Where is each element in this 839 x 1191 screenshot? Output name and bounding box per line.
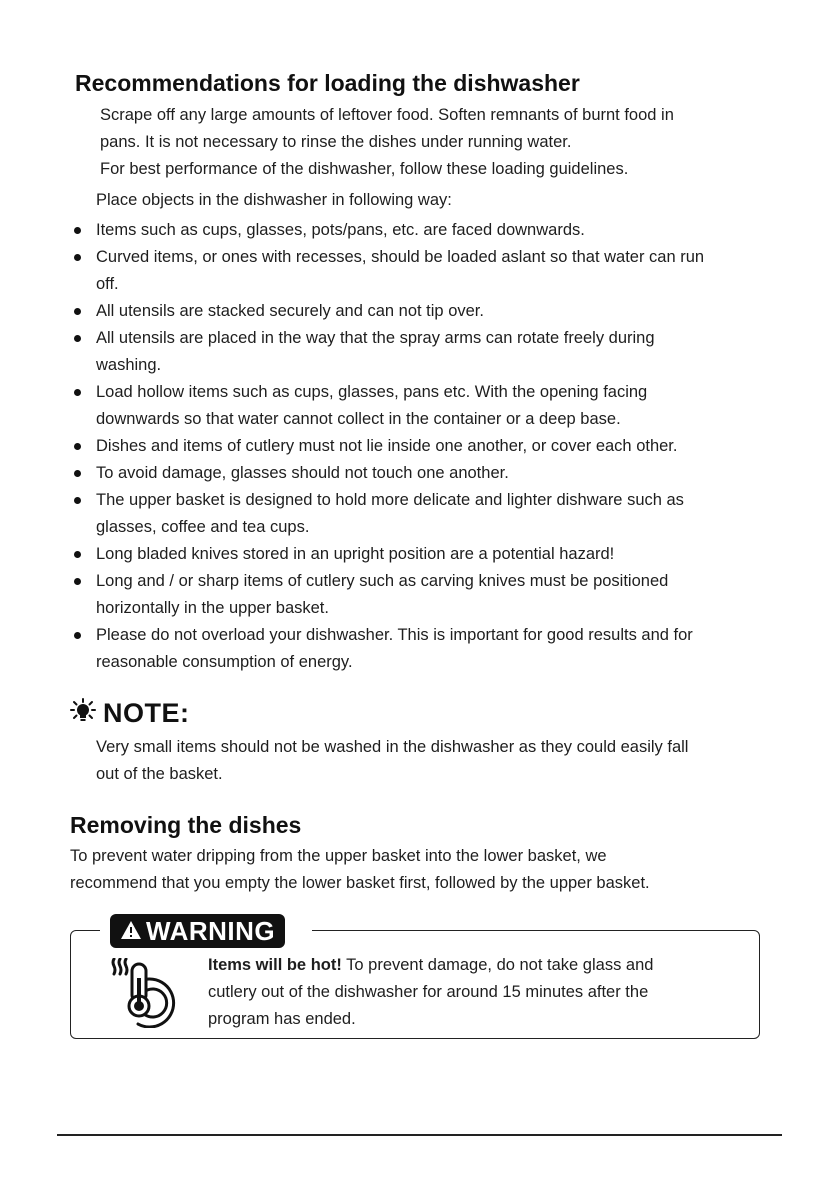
bullet-icon: [74, 578, 81, 585]
intro-line: pans. It is not necessary to rinse the dishes under running water.: [100, 133, 572, 151]
list-item: Dishes and items of cutlery must not lie inside one another, or cover each other.: [70, 433, 770, 460]
intro-paragraph: [100, 102, 674, 183]
list-item: Long bladed knives stored in an upright position are a potential hazard!: [70, 541, 770, 568]
bullet-icon: [74, 335, 81, 342]
bullet-icon: [74, 389, 81, 396]
bullet-icon: [74, 551, 81, 558]
bullet-icon: [74, 254, 81, 261]
warning-label-text: WARNING: [146, 916, 276, 946]
section-title-loading: Recommendations for loading the dishwasher: [75, 70, 580, 96]
list-item: All utensils are placed in the way that the spray arms can rotate freely during washing.: [70, 325, 770, 379]
warning-text: [208, 952, 748, 1033]
note-title: NOTE:: [103, 698, 190, 728]
list-item: The upper basket is designed to hold more delicate and lighter dishware such as glasses, coffee and tea cups.: [70, 487, 770, 541]
list-item: Long and / or sharp items of cutlery such as carving knives must be positioned horizontally in the upper basket.: [70, 568, 770, 622]
removing-line: recommend that you empty the lower basket first, followed by the upper basket.: [70, 874, 650, 892]
intro-place-line: Place objects in the dishwasher in following way:: [96, 191, 452, 209]
bullet-icon: [74, 443, 81, 450]
bullet-icon: [74, 308, 81, 315]
list-item: To avoid damage, glasses should not touch one another.: [70, 460, 770, 487]
warning-line-1-rest: To prevent damage, do not take glass and: [341, 956, 654, 974]
section-title-removing: Removing the dishes: [70, 812, 302, 838]
list-item: Curved items, or ones with recesses, should be loaded aslant so that water can run off.: [70, 244, 770, 298]
list-item: Items such as cups, glasses, pots/pans, etc. are faced downwards.: [70, 217, 770, 244]
removing-paragraph: [70, 843, 650, 897]
bullet-icon: [74, 497, 81, 504]
footer-divider: [57, 1134, 782, 1136]
loading-guidelines-list: [70, 217, 770, 676]
note-paragraph: [96, 734, 688, 788]
lightbulb-icon: [70, 698, 96, 724]
intro-line: Scrape off any large amounts of leftover food. Soften remnants of burnt food in: [100, 106, 674, 124]
bullet-icon: [74, 227, 81, 234]
warning-triangle-icon: [120, 914, 142, 948]
hot-dishes-icon: [108, 958, 192, 1028]
list-item: Please do not overload your dishwasher. This is important for good results and for reasonable consumption of energy.: [70, 622, 770, 676]
intro-line: For best performance of the dishwasher, follow these loading guidelines.: [100, 160, 629, 178]
warning-bold-text: Items will be hot!: [208, 956, 342, 974]
bullet-icon: [74, 632, 81, 639]
note-line: out of the basket.: [96, 765, 223, 783]
warning-line-1: [208, 952, 748, 979]
bullet-icon: [74, 470, 81, 477]
list-item: All utensils are stacked securely and can not tip over.: [70, 298, 770, 325]
removing-line: To prevent water dripping from the upper basket into the lower basket, we: [70, 847, 607, 865]
warning-line-2: cutlery out of the dishwasher for around 15 minutes after the: [208, 983, 649, 1001]
warning-label: [110, 914, 285, 948]
note-line: Very small items should not be washed in the dishwasher as they could easily fall: [96, 738, 689, 756]
warning-line-3: program has ended.: [208, 1010, 356, 1028]
list-item: Load hollow items such as cups, glasses, pans etc. With the opening facing downwards so that water cannot collect in the container or a deep base.: [70, 379, 770, 433]
